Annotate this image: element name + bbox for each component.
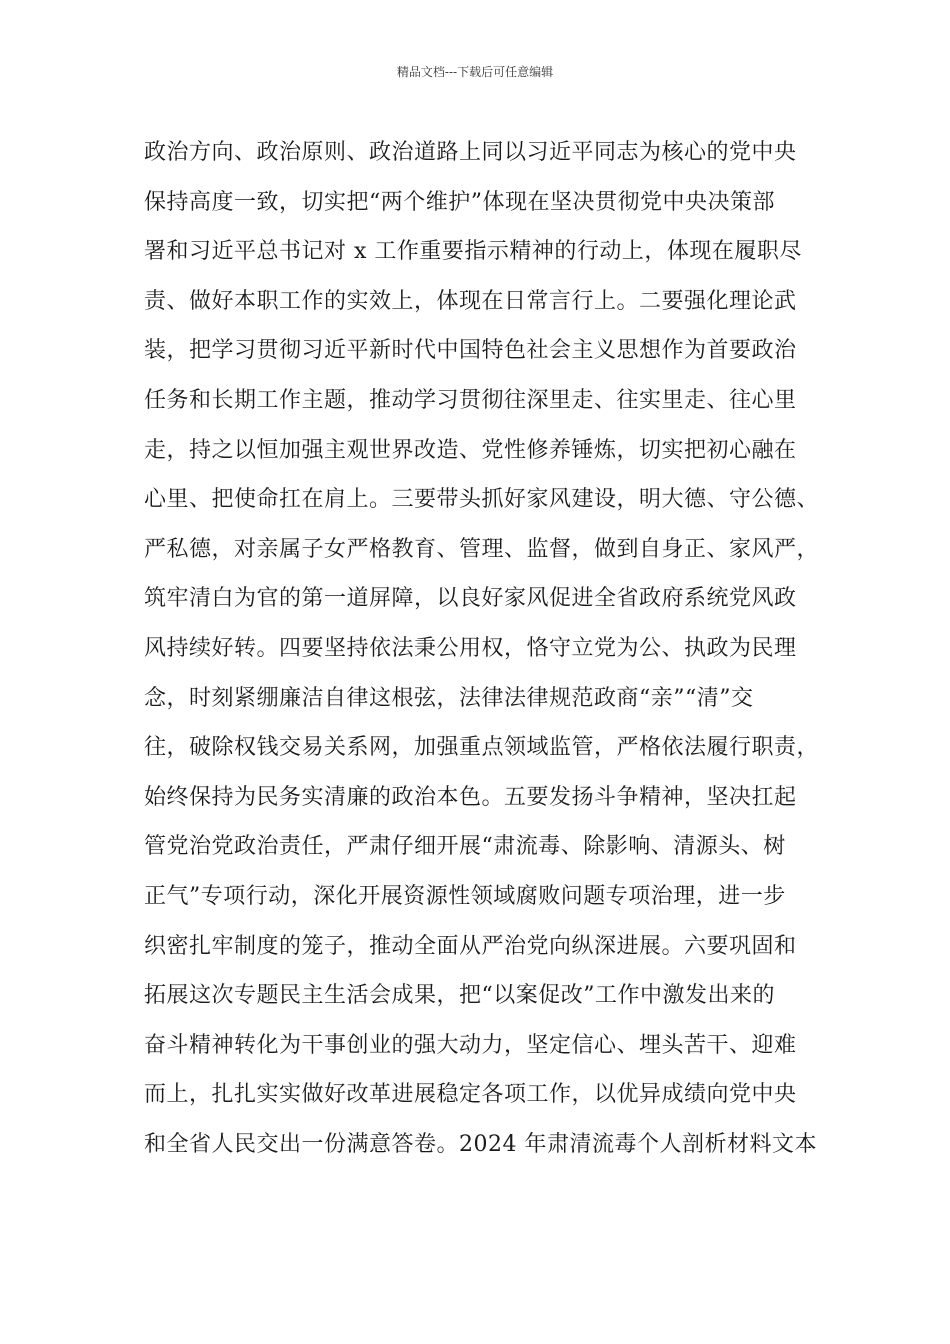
body-line: 政治方向、政治原则、政治道路上同以习近平同志为核心的党中央 xyxy=(144,140,797,165)
body-line: 念，时刻紧绷廉洁自律这根弦，法律法律规范政商“亲”“清”交 xyxy=(144,685,754,711)
body-line: 管党治党政治责任，严肃仔细开展“肃流毒、除影响、清源头、树 xyxy=(144,834,786,860)
body-line: 正气”专项行动，深化开展资源性领域腐败问题专项治理，进一步 xyxy=(144,883,786,909)
document-body xyxy=(144,128,844,1169)
body-line: 筑牢清白为官的第一道屏障，以良好家风促进全省政府系统党风政 xyxy=(144,586,797,612)
body-line: 始终保持为民务实清廉的政治本色。五要发扬斗争精神，坚决扛起 xyxy=(144,784,797,810)
body-line: 拓展这次专题民主生活会成果，把“以案促改”工作中激发出来的 xyxy=(144,983,775,1009)
body-line: 风持续好转。四要坚持依法秉公用权，恪守立党为公、执政为民理 xyxy=(144,635,797,661)
body-line: 责、做好本职工作的实效上，体现在日常言行上。二要强化理论武 xyxy=(144,288,797,314)
body-line: 装，把学习贯彻习近平新时代中国特色社会主义思想作为首要政治 xyxy=(144,338,797,364)
body-line: 心里、把使命扛在肩上。三要带头抓好家风建设，明大德、守公德、 xyxy=(144,487,820,513)
page-header: 精品文档---下载后可任意编辑 xyxy=(396,65,554,79)
body-line: 往，破除权钱交易关系网，加强重点领域监管，严格依法履行职责， xyxy=(144,735,820,761)
body-line: 任务和长期工作主题，推动学习贯彻往深里走、往实里走、往心里 xyxy=(144,387,797,413)
body-line: 和全省人民交出一份满意答卷。2024 年肃清流毒个人剖析材料文本 xyxy=(144,1131,817,1157)
body-line: 奋斗精神转化为干事创业的强大动力，坚定信心、埋头苦干、迎难 xyxy=(144,1032,797,1058)
body-line: 而上，扎扎实实做好改革进展稳定各项工作，以优异成绩向党中央 xyxy=(144,1082,797,1108)
body-line: 保持高度一致，切实把“两个维护”体现在坚决贯彻党中央决策部 xyxy=(144,189,775,215)
body-line: 走，持之以恒加强主观世界改造、党性修养锤炼，切实把初心融在 xyxy=(144,437,797,463)
body-line: 署和习近平总书记对 x 工作重要指示精神的行动上，体现在履职尽 xyxy=(144,239,802,265)
body-line: 严私德，对亲属子女严格教育、管理、监督，做到自身正、家风严， xyxy=(144,536,820,562)
body-line: 织密扎牢制度的笼子，推动全面从严治党向纵深进展。六要巩固和 xyxy=(144,933,797,959)
